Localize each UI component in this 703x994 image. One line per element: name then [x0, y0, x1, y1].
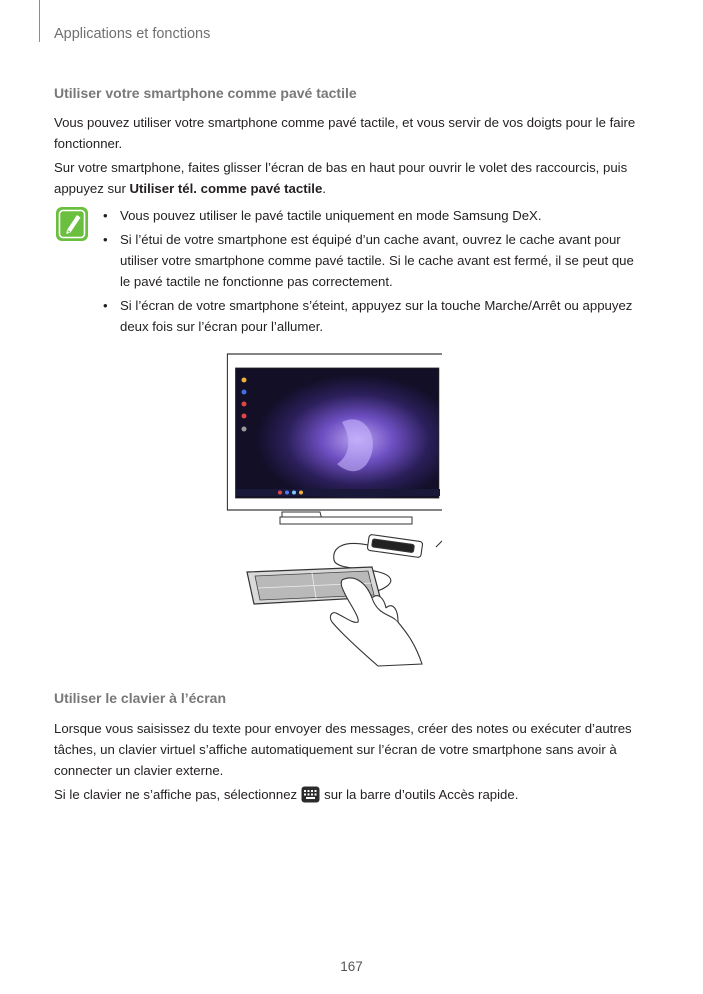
keyboard-text-start: Si le clavier ne s’affiche pas, sélectionnez — [54, 787, 298, 802]
howto-option-name: Utiliser tél. comme pavé tactile — [129, 181, 323, 196]
note-text: Si l’écran de votre smartphone s’éteint, appuyez sur la touche Marche/Arrêt ou appuyez deux fois sur l’écran pour l’allumer. — [120, 298, 633, 334]
note-item: • Si l’étui de votre smartphone est équipé d’un cache avant, ouvrez le cache avant pour utiliser votre smartphone comme pavé tactile. Si le cache avant est fermé, il se peut que le pavé tactile ne fonctionne pas correctement. — [103, 232, 634, 289]
howto-text-start: Sur votre smartphone, faites glisser l’écran de bas en haut pour ouvrir le volet des raccourcis, puis appuyez sur — [54, 160, 628, 196]
note-text: Vous pouvez utiliser le pavé tactile uniquement en mode Samsung DeX. — [120, 208, 542, 223]
section-title-keyboard: Utiliser le clavier à l’écran — [54, 690, 226, 706]
section-title-touchpad: Utiliser votre smartphone comme pavé tactile — [54, 85, 357, 101]
note-item: • Si l’écran de votre smartphone s’éteint, appuyez sur la touche Marche/Arrêt ou appuyez deux fois sur l’écran pour l’allumer. — [103, 298, 633, 334]
keyboard-icon — [301, 786, 320, 803]
notes-list — [100, 205, 645, 340]
paragraph-keyboard-intro: Lorsque vous saisissez du texte pour envoyer des messages, créer des notes ou exécuter d’autres tâches, un clavier virtuel s’affiche automatiquement sur l’écran de votre smartphone sans avoir à connecter un clavier externe. — [54, 721, 632, 778]
dex-touchpad-illustration — [222, 352, 442, 668]
note-text: Si l’étui de votre smartphone est équipé d’un cache avant, ouvrez le cache avant pour utiliser votre smartphone comme pavé tactile. Si le cache avant est fermé, il se peut que le pavé tactile ne fonctionne pas correctement. — [120, 232, 634, 289]
howto-text-end: . — [322, 181, 326, 196]
running-header: Applications et fonctions — [54, 26, 211, 42]
note-pencil-icon — [55, 206, 89, 242]
note-item: • Vous pouvez utiliser le pavé tactile uniquement en mode Samsung DeX. — [103, 208, 542, 223]
paragraph-keyboard-howto — [54, 784, 654, 805]
page-corner-line — [39, 0, 40, 42]
paragraph-touchpad-howto — [54, 157, 654, 199]
page-number: 167 — [340, 959, 363, 974]
monitor — [227, 354, 442, 524]
keyboard-text-end: sur la barre d’outils Accès rapide. — [324, 787, 519, 802]
paragraph-touchpad-intro: Vous pouvez utiliser votre smartphone comme pavé tactile, et vous servir de vos doigts pour le faire fonctionner. — [54, 115, 636, 151]
